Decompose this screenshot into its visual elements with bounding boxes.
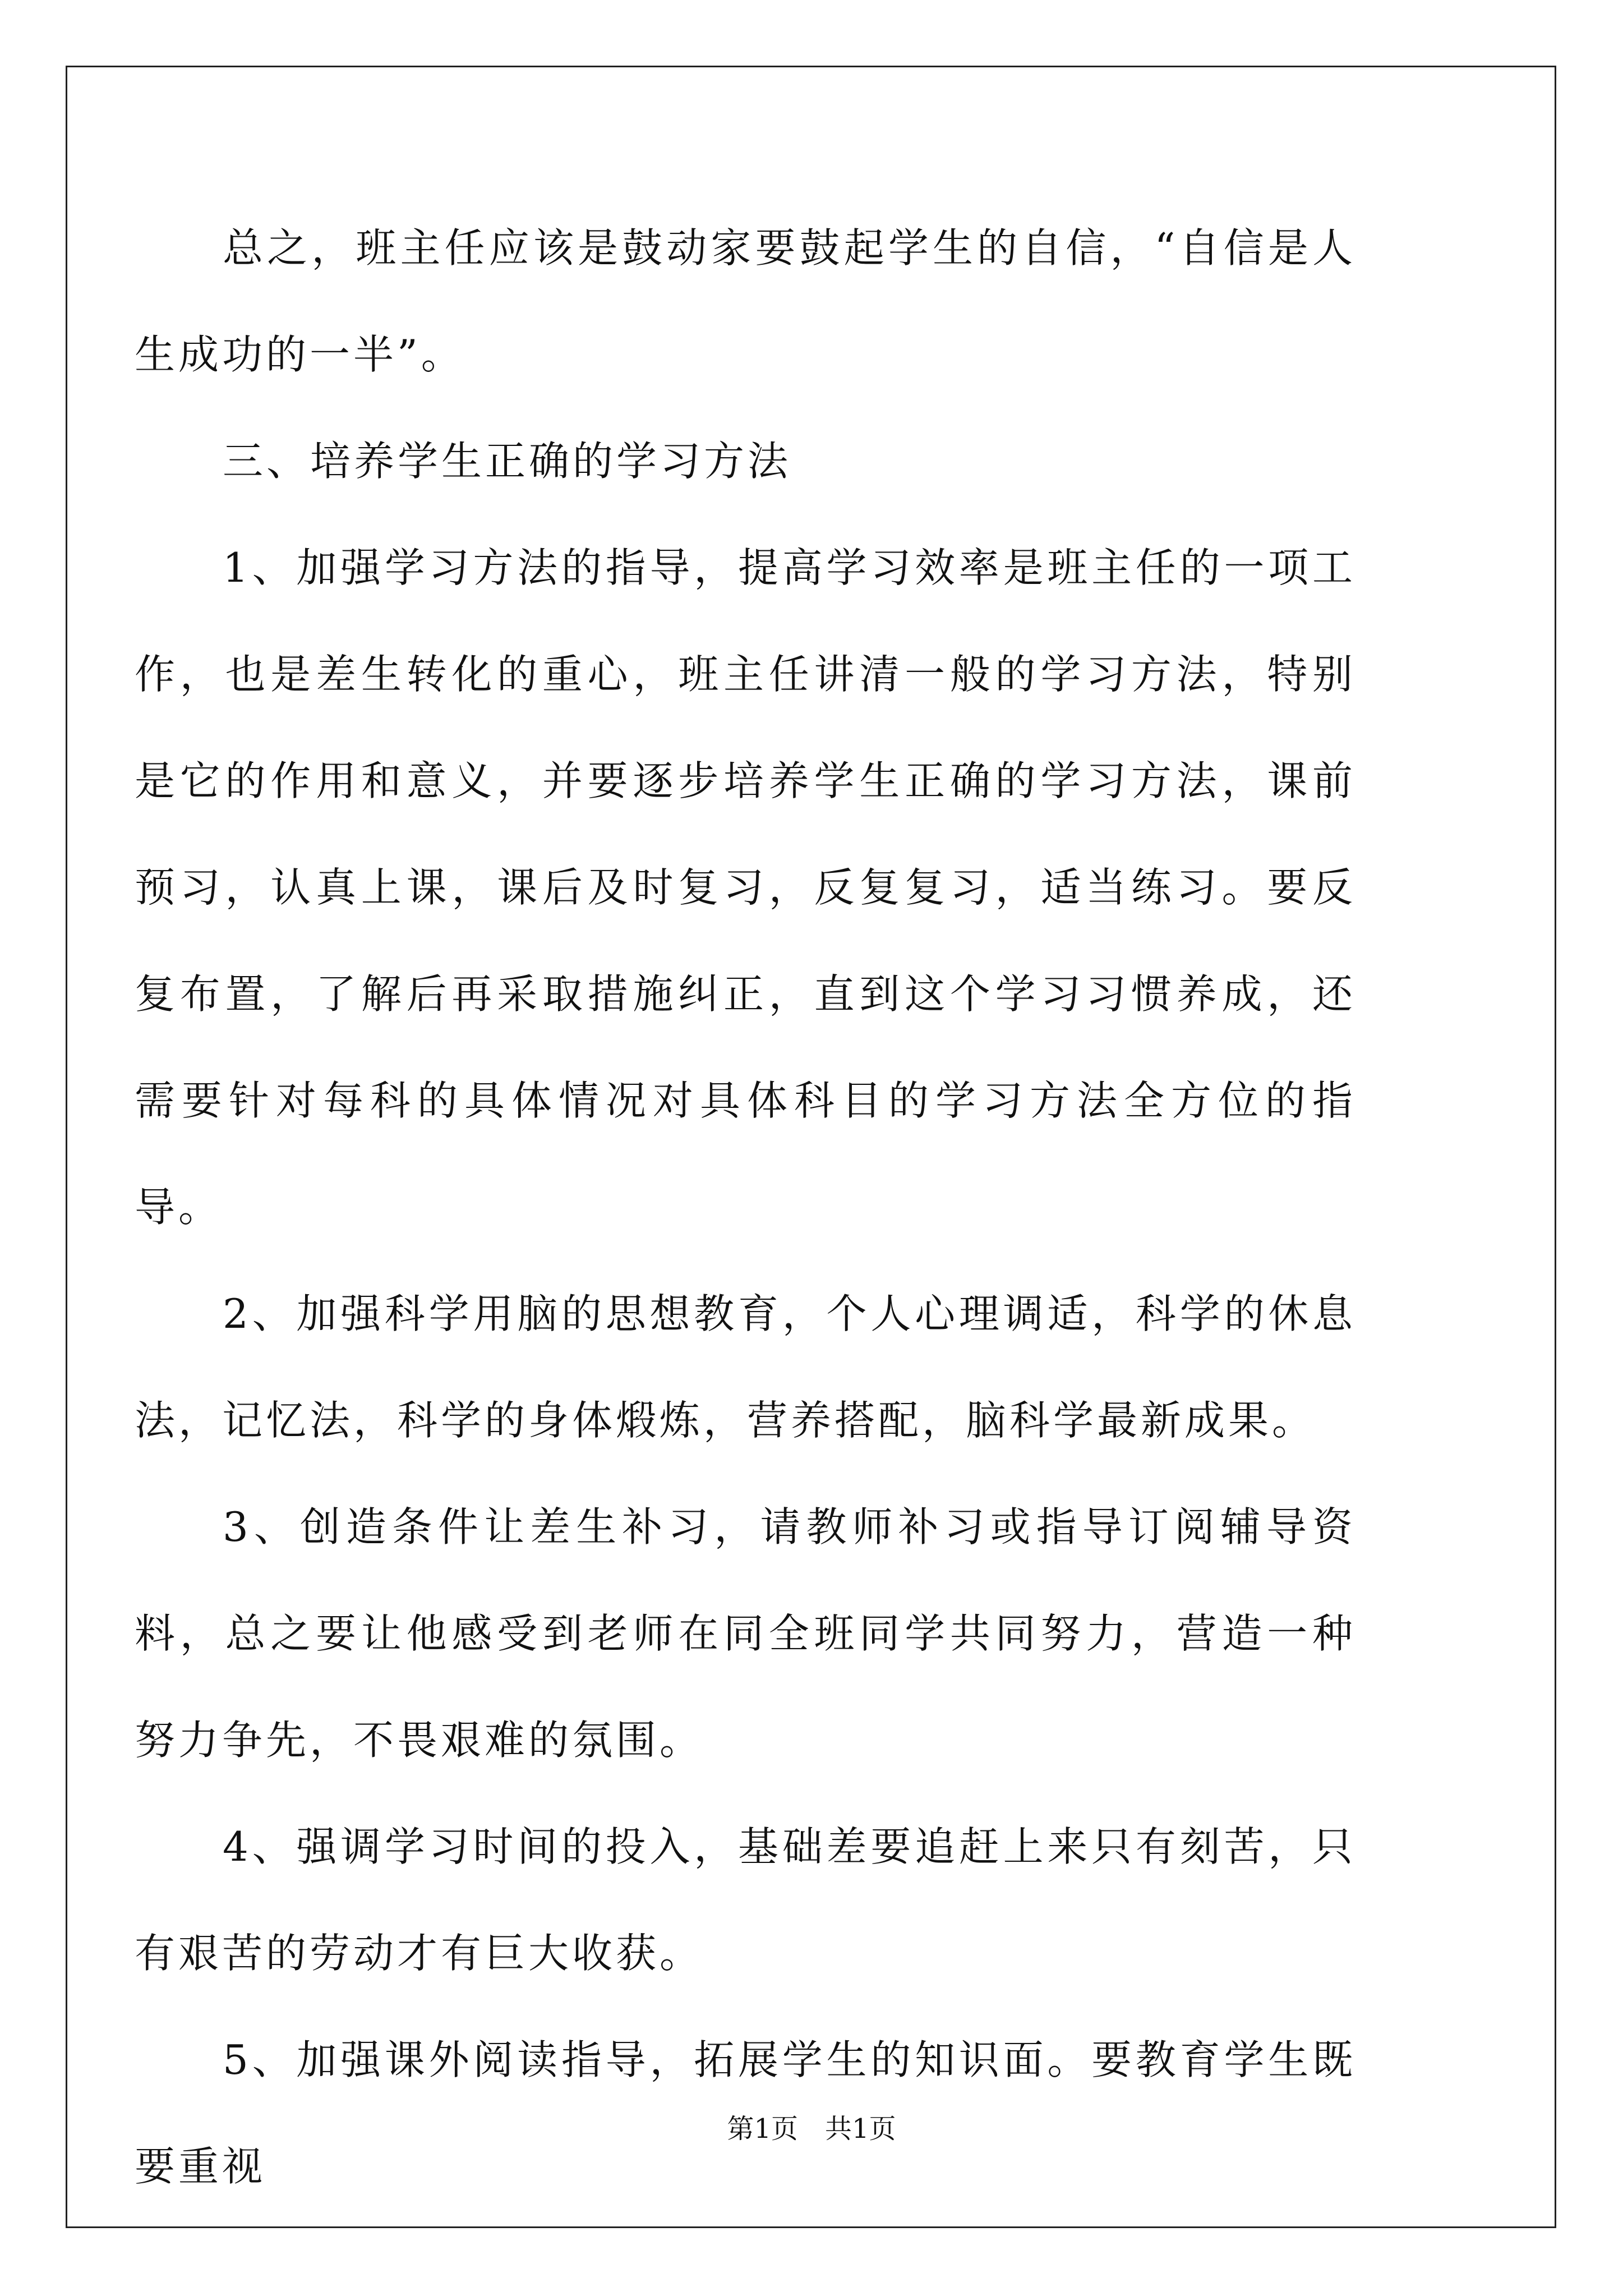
paragraph-item-5: 5、加强课外阅读指导，拓展学生的知识面。要教育学生既要重视 (135, 2036, 1356, 2190)
paragraph-item-3: 3、创造条件让差生补习，请教师补习或指导订阅辅导资料，总之要让他感受到老师在同全班同学共同努力，营造一种努力争先，不畏艰难的氛围。 (135, 1503, 1356, 1764)
page-number: 第1页 (727, 2113, 798, 2145)
page-footer (0, 2112, 1623, 2146)
paragraph-item-4: 4、强调学习时间的投入，基础差要追赶上来只有刻苦，只有艰苦的劳动才有巨大收获。 (135, 1823, 1356, 1977)
page-total: 共1页 (825, 2113, 896, 2145)
document-body (135, 195, 1356, 2220)
paragraph-item-1: 1、加强学习方法的指导，提高学习效率是班主任的一项工作，也是差生转化的重心，班主任讲清一般的学习方法，特别是它的作用和意义，并要逐步培养学生正确的学习方法，课前预习，认真上课，课后及时复习，反复复习，适当练习。要反复布置，了解后再采取措施纠正，直到这个学习习惯养成，还需要针对每科的具体情况对具体科目的学习方法全方位的指导。 (135, 544, 1356, 1231)
paragraph-conclusion: 总之，班主任应该是鼓动家要鼓起学生的自信，“自信是人生成功的一半”。 (135, 224, 1356, 378)
section-heading: 三、培养学生正确的学习方法 (223, 438, 792, 485)
paragraph-item-2: 2、加强科学用脑的思想教育，个人心理调适，科学的休息法，记忆法，科学的身体煅炼，营养搭配，脑科学最新成果。 (135, 1290, 1356, 1444)
